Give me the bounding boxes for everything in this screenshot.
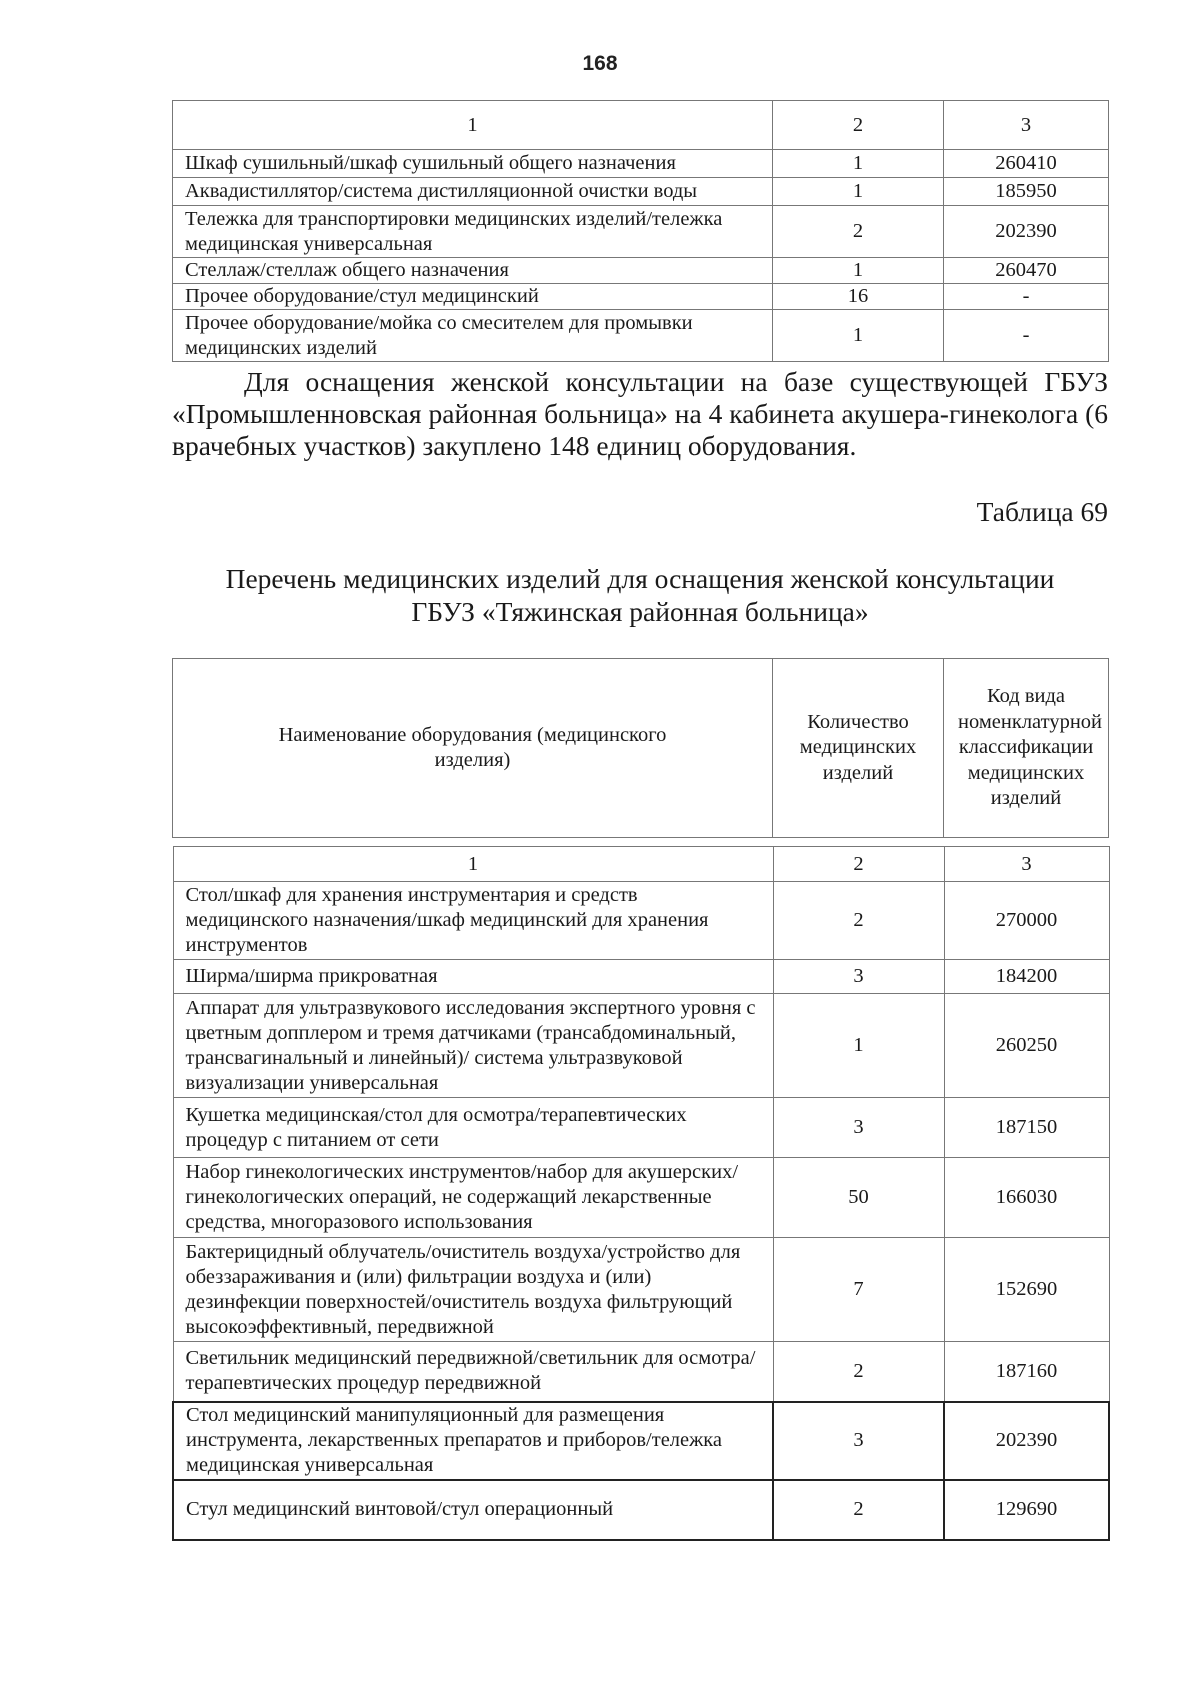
item-code: - — [944, 284, 1109, 310]
table-header-row — [173, 101, 1109, 150]
item-name: Стеллаж/стеллаж общего назначения — [173, 258, 773, 284]
item-name: Стол/шкаф для хранения инструментария и средств медицинского назначения/шкаф медицинский для хранения инструментов — [173, 882, 773, 960]
table-label: Таблица 69 — [976, 496, 1108, 527]
column-header-quantity: Количество медицинских изделий — [773, 659, 944, 838]
item-quantity: 1 — [773, 178, 944, 206]
item-code: 202390 — [944, 1402, 1109, 1480]
item-quantity: 3 — [773, 1402, 944, 1480]
item-code: 185950 — [944, 178, 1109, 206]
item-quantity: 2 — [773, 1480, 944, 1540]
item-code: 129690 — [944, 1480, 1109, 1540]
item-code: 184200 — [944, 960, 1109, 994]
page-number: 168 — [582, 52, 618, 75]
item-name: Ширма/ширма прикроватная — [173, 960, 773, 994]
table-title-line-1: Перечень медицинских изделий для оснащения женской консультации — [225, 563, 1055, 594]
item-quantity: 2 — [773, 206, 944, 258]
table-row — [173, 994, 1109, 1098]
table-row — [173, 310, 1109, 362]
table-row — [173, 150, 1109, 178]
column-header-code: Код вида номенклатурной классификации медицинских изделий — [944, 659, 1109, 838]
item-quantity: 2 — [773, 882, 944, 960]
table-row — [173, 1158, 1109, 1238]
item-name: Стол медицинский манипуляционный для размещения инструмента, лекарственных препаратов и приборов/тележка медицинская универсальная — [173, 1402, 773, 1480]
item-code: 187150 — [944, 1098, 1109, 1158]
item-quantity: 1 — [773, 994, 944, 1098]
item-name: Аквадистиллятор/система дистилляционной очистки воды — [173, 178, 773, 206]
item-quantity: 3 — [773, 1098, 944, 1158]
item-name: Набор гинекологических инструментов/набор для акушерских/гинекологических операций, не содержащий лекарственные средства, многоразового использования — [173, 1158, 773, 1238]
table-title-line-2: ГБУЗ «Тяжинская районная больница» — [411, 596, 869, 627]
item-name: Бактерицидный облучатель/очиститель воздуха/устройство для обеззараживания и (или) фильтрации воздуха и (или) дезинфекции поверхностей/очиститель воздуха фильтрующий высокоэффективный, передвижной — [173, 1238, 773, 1342]
table-row — [173, 284, 1109, 310]
item-code: 202390 — [944, 206, 1109, 258]
item-name: Кушетка медицинская/стол для осмотра/терапевтических процедур с питанием от сети — [173, 1098, 773, 1158]
column-numbering-row — [173, 847, 1109, 882]
item-code: 260410 — [944, 150, 1109, 178]
table-row — [173, 1402, 1109, 1480]
item-quantity: 1 — [773, 150, 944, 178]
item-code: 260470 — [944, 258, 1109, 284]
column-number-2: 2 — [773, 101, 944, 150]
item-quantity: 1 — [773, 258, 944, 284]
item-code: 187160 — [944, 1342, 1109, 1402]
item-name: Тележка для транспортировки медицинских изделий/тележка медицинская универсальная — [173, 206, 773, 258]
table-row — [173, 1238, 1109, 1342]
equipment-table-continued — [172, 100, 1109, 362]
item-code: 270000 — [944, 882, 1109, 960]
main-equipment-table — [172, 846, 1110, 1541]
table-row — [173, 258, 1109, 284]
item-name: Аппарат для ультразвукового исследования экспертного уровня с цветным допплером и тремя датчиками (трансабдоминальный, трансвагинальный и линейный)/ система ультразвуковой визуализации универсальная — [173, 994, 773, 1098]
table-row — [173, 1480, 1109, 1540]
body-paragraph: Для оснащения женской консультации на базе существующей ГБУЗ «Промышленновская районная больница» на 4 кабинета акушера-гинеколога (6 врачебных участков) закуплено 148 единиц оборудования. — [172, 366, 1108, 461]
item-quantity: 3 — [773, 960, 944, 994]
table-row — [173, 1342, 1109, 1402]
column-header-name: Наименование оборудования (медицинского изделия) — [173, 659, 773, 838]
item-code: - — [944, 310, 1109, 362]
item-code: 166030 — [944, 1158, 1109, 1238]
column-number-2: 2 — [773, 847, 944, 882]
table-title — [172, 562, 1108, 628]
item-quantity: 16 — [773, 284, 944, 310]
item-quantity: 50 — [773, 1158, 944, 1238]
item-code: 152690 — [944, 1238, 1109, 1342]
table-row — [173, 1098, 1109, 1158]
main-table-header — [172, 658, 1109, 838]
column-headers-row — [173, 659, 1109, 838]
column-number-1: 1 — [173, 101, 773, 150]
column-number-3: 3 — [944, 847, 1109, 882]
item-name: Прочее оборудование/стул медицинский — [173, 284, 773, 310]
item-quantity: 1 — [773, 310, 944, 362]
item-name: Стул медицинский винтовой/стул операционный — [173, 1480, 773, 1540]
item-name: Шкаф сушильный/шкаф сушильный общего назначения — [173, 150, 773, 178]
table-row — [173, 178, 1109, 206]
column-number-3: 3 — [944, 101, 1109, 150]
table-row — [173, 882, 1109, 960]
column-number-1: 1 — [173, 847, 773, 882]
item-quantity: 2 — [773, 1342, 944, 1402]
item-name: Прочее оборудование/мойка со смесителем для промывки медицинских изделий — [173, 310, 773, 362]
item-name: Светильник медицинский передвижной/светильник для осмотра/терапевтических процедур передвижной — [173, 1342, 773, 1402]
table-row — [173, 960, 1109, 994]
item-code: 260250 — [944, 994, 1109, 1098]
table-row — [173, 206, 1109, 258]
item-quantity: 7 — [773, 1238, 944, 1342]
